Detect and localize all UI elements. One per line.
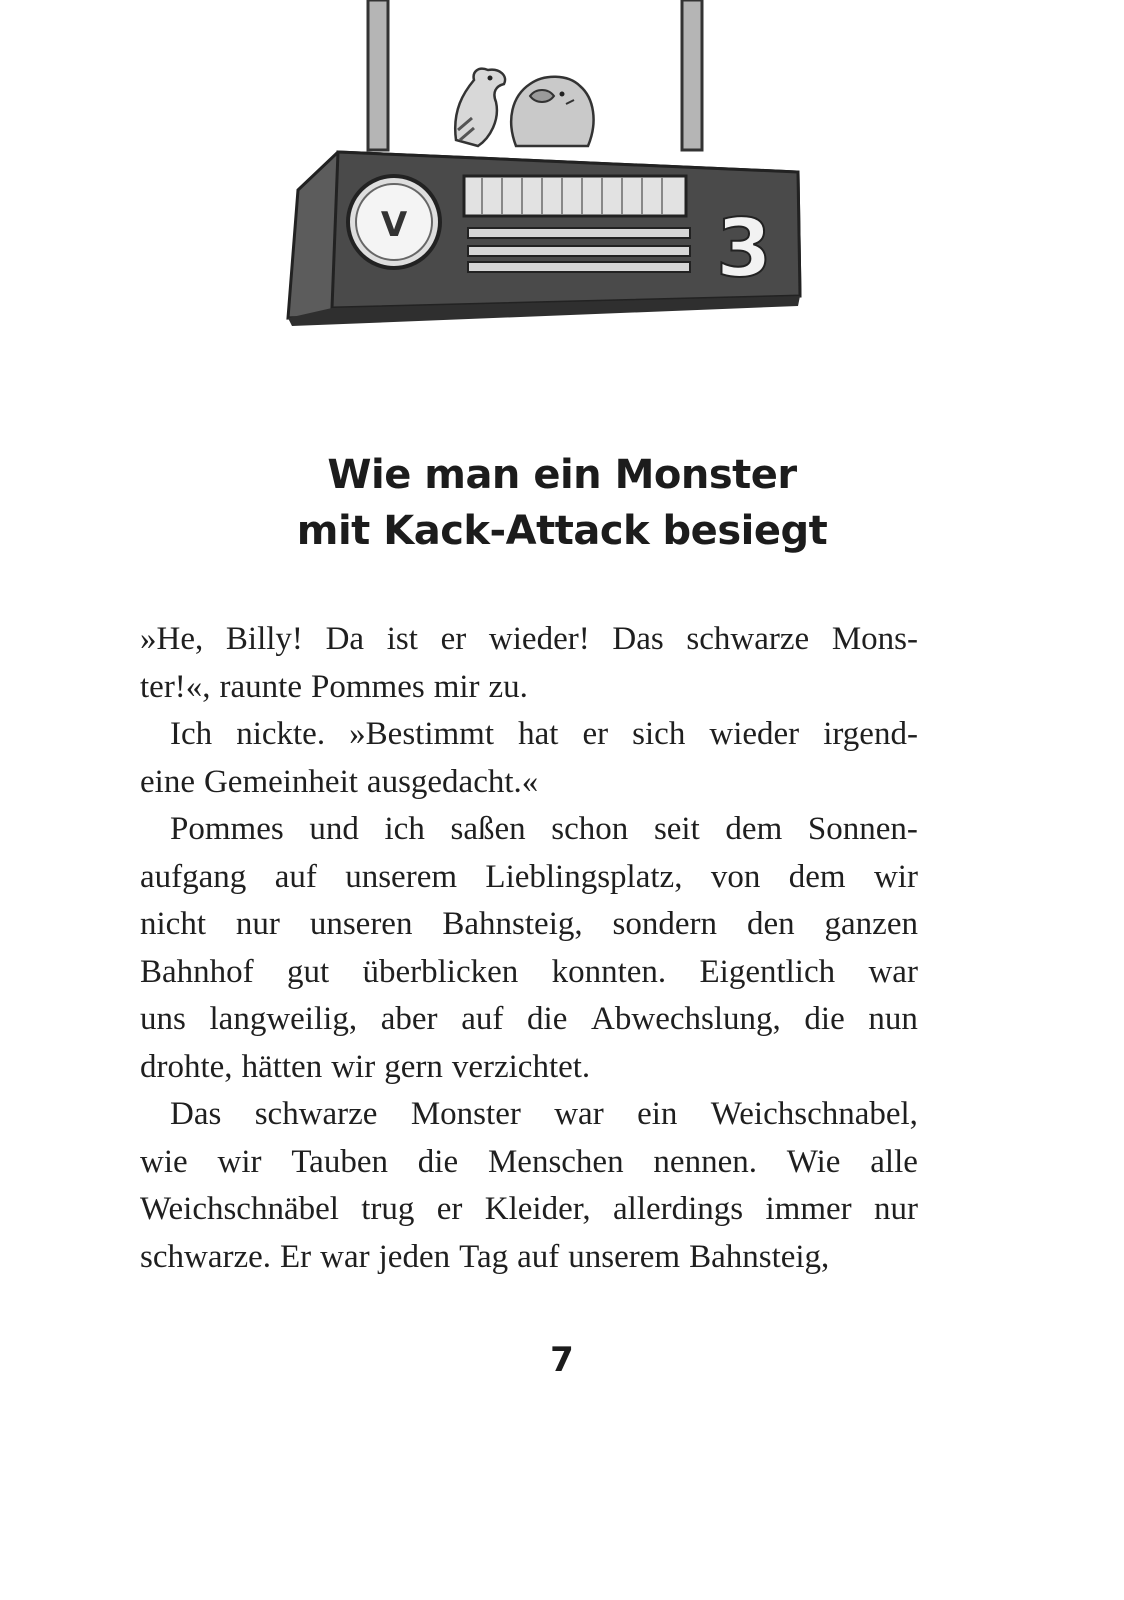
station-sign-illustration [268, 0, 804, 330]
clock-icon [348, 176, 440, 268]
text-line: eine Gemeinheit ausgedacht.« [140, 763, 539, 800]
text-line: ter!«, raunte Pommes mir zu. [140, 668, 528, 705]
chapter-title [0, 447, 1124, 559]
text-line: wie wir Tauben die Menschen nennen. Wie alle [140, 1143, 918, 1180]
text-line: aufgang auf unserem Lieblingsplatz, von dem wir [140, 858, 918, 895]
page-number: 7 [550, 1340, 574, 1380]
text-line: schwarze. Er war jeden Tag auf unserem Bahnsteig, [140, 1238, 830, 1275]
text-line: uns langweilig, aber auf die Abwechslung, die nun [140, 1001, 918, 1037]
text-line: Bahnhof gut überblicken konnten. Eigentlich war [140, 953, 918, 990]
pigeon-left-icon [455, 69, 505, 146]
text-line: Weichschnäbel trug er Kleider, allerdings immer nur [140, 1191, 918, 1227]
chapter-title-line-1: Wie man ein Monster [327, 451, 797, 498]
text-line: Das schwarze Monster war ein Weichschnabel, [170, 1096, 918, 1132]
pigeon-right-icon [511, 77, 593, 146]
chapter-title-line-2: mit Kack-Attack besiegt [296, 507, 828, 554]
text-line: Pommes und ich saßen schon seit dem Sonnen- [170, 811, 918, 847]
text-line: »He, Billy! Da ist er wieder! Das schwarze Mons- [140, 621, 918, 657]
text-line: nicht nur unseren Bahnsteig, sondern den ganzen [140, 906, 918, 942]
text-line: Ich nickte. »Bestimmt hat er sich wieder irgend- [170, 716, 918, 752]
platform-number: 3 [716, 202, 772, 295]
text-line: drohte, hätten wir gern verzichtet. [140, 1048, 591, 1085]
body-text [140, 616, 918, 1281]
clock-mark: V [380, 205, 408, 245]
